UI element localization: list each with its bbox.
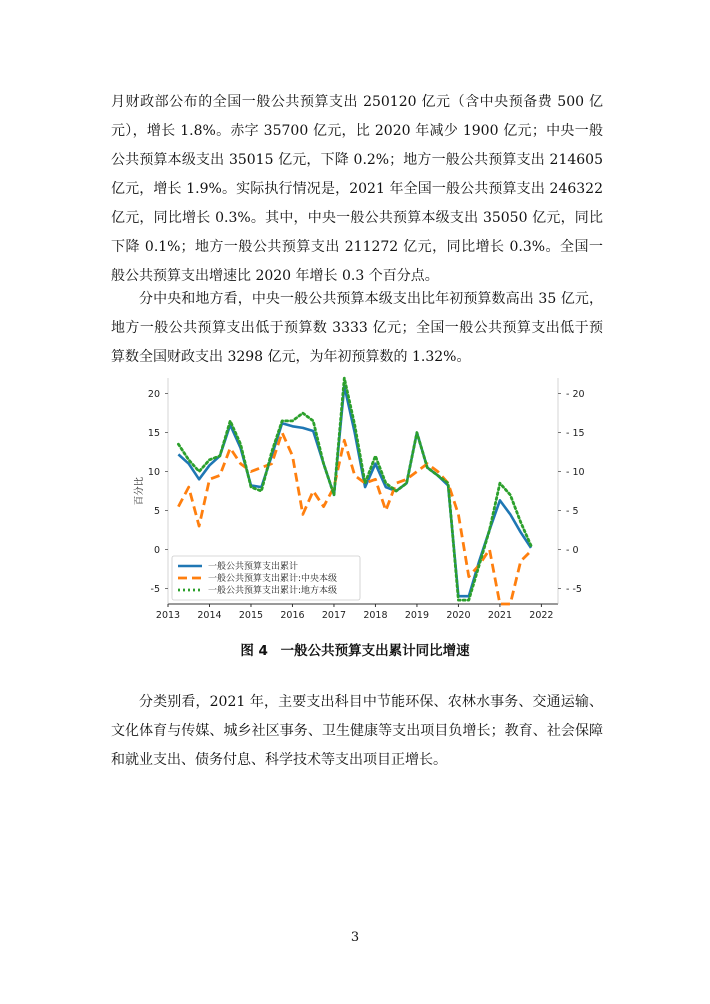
x-tick-label: 2019: [404, 610, 430, 621]
y-axis-label: 百分比: [134, 476, 145, 506]
x-tick-label: 2018: [363, 610, 388, 621]
y-tick-label-left: 20: [147, 389, 160, 401]
x-tick-label: 2020: [446, 610, 471, 621]
y-tick-label-right: - 10: [566, 467, 585, 479]
figure-title: 一般公共预算支出累计同比增速: [280, 643, 470, 659]
paragraph-budget-execution: 月财政部公布的全国一般公共预算支出 250120 亿元（含中央预备费 500 亿元），增长 1.8%。赤字 35700 亿元，比 2020 年减少 1900 亿元；中央一般公共预算本级支出 35015 亿元，下降 0.2%；地方一般公共预算支出 214605 亿元，增长 1.9%。实际执行情况是，2021 年全国一般公共预算支出 246322 亿元，同比增长 0.3%。其中，中央一般公共预算本级支出 35050 亿元，同比下降 0.1%；地方一般公共预算支出 211272 亿元，同比增长 0.3%。全国一般公共预算支出增速比 2020 年增长 0.3 个百分点。: [111, 94, 603, 284]
y-tick-label-right: - 5: [566, 505, 579, 517]
y-tick-label-left: 15: [147, 428, 160, 440]
line-chart: [130, 372, 590, 622]
x-tick-label: 2022: [529, 610, 554, 621]
y-tick-label-left: 0: [153, 544, 160, 556]
figure-caption: [0, 639, 710, 659]
x-tick-label: 2021: [487, 610, 513, 621]
x-tick-label: 2013: [155, 610, 181, 621]
figure-number: 图 4: [240, 643, 268, 659]
y-tick-label-right: - 15: [566, 428, 585, 440]
y-tick-label-right: - 20: [566, 389, 585, 401]
legend-entry-label: 一般公共预算支出累计: [208, 562, 299, 572]
figure-chart: [130, 372, 590, 622]
paragraph-central-local: 分中央和地方看，中央一般公共预算本级支出比年初预算数高出 35 亿元，地方一般公共预算支出低于预算数 3333 亿元；全国一般公共预算支出低于预算数全国财政支出 3298 亿元，为年初预算数的 1.32%。: [111, 291, 603, 365]
y-tick-label-left: -5: [150, 583, 160, 595]
x-tick-label: 2014: [197, 610, 222, 621]
legend-entry-label: 一般公共预算支出累计:地方本级: [208, 586, 338, 596]
x-tick-label: 2016: [280, 610, 305, 621]
page-number: 3: [350, 930, 360, 945]
y-tick-label-right: - -5: [566, 583, 582, 595]
x-tick-label: 2017: [321, 610, 347, 621]
y-tick-label-left: 10: [147, 467, 160, 479]
legend-entry-label: 一般公共预算支出累计:中央本级: [208, 574, 338, 584]
x-tick-label: 2015: [238, 610, 264, 621]
y-tick-label-right: - 0: [566, 544, 579, 556]
paragraph-categories: 分类别看，2021 年，主要支出科目中节能环保、农林水事务、交通运输、文化体育与传媒、城乡社区事务、卫生健康等支出项目负增长；教育、社会保障和就业支出、债务付息、科学技术等支出项目正增长。: [111, 694, 603, 768]
y-tick-label-left: 5: [153, 505, 160, 517]
chart-legend: [172, 556, 360, 600]
